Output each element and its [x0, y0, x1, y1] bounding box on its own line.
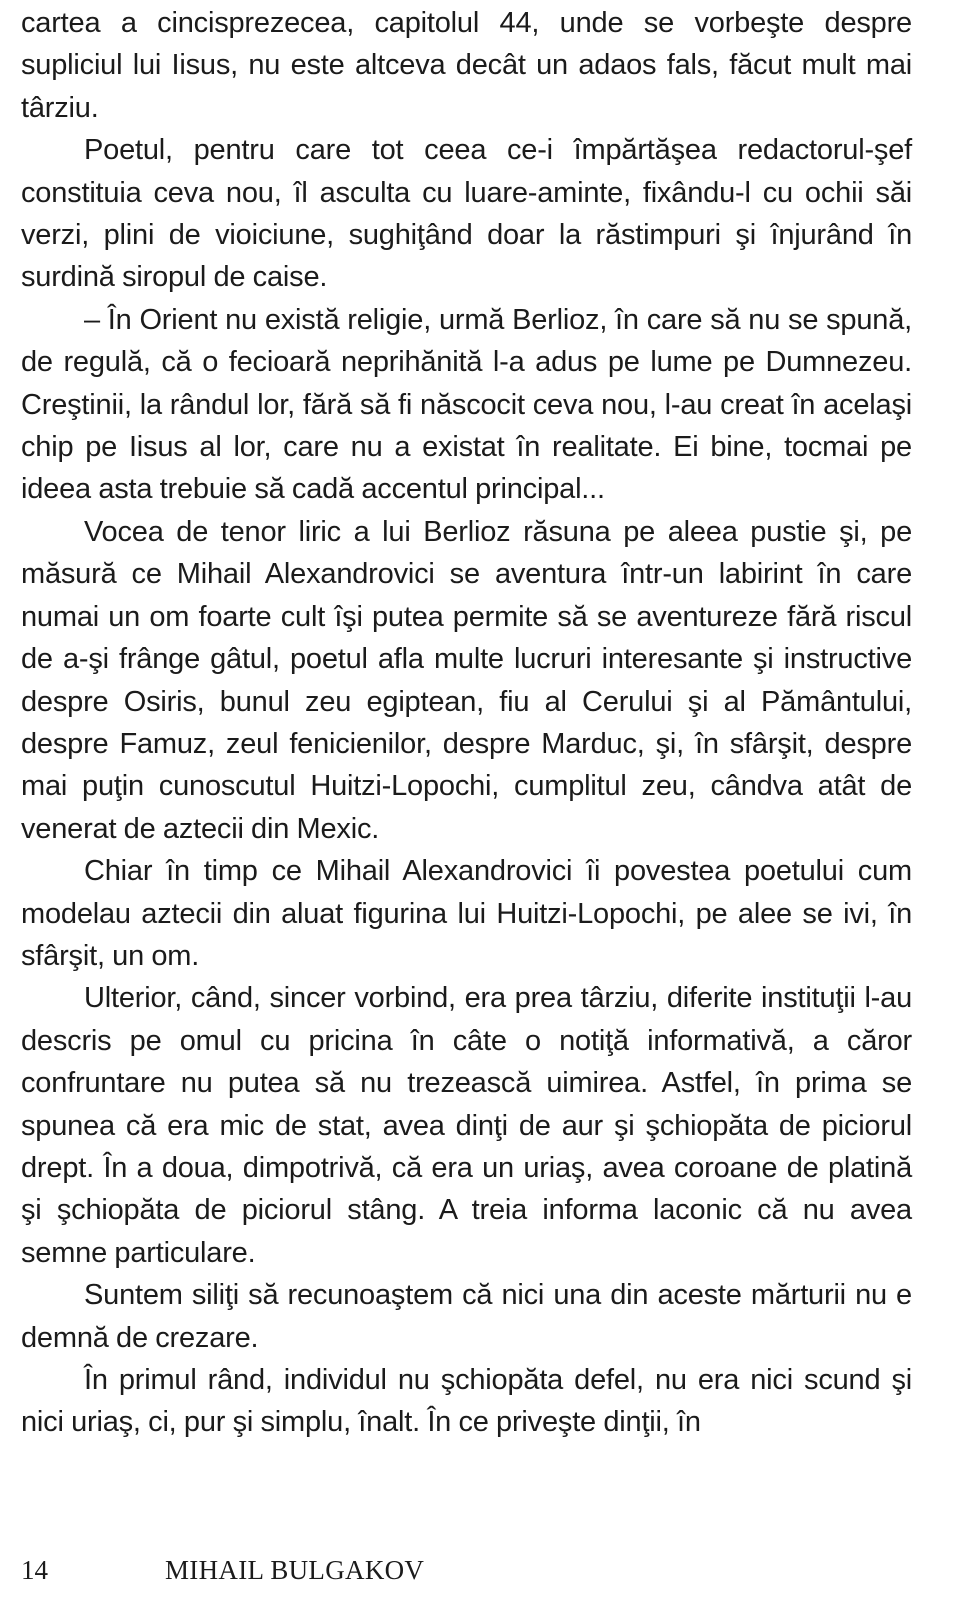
running-head-author: MIHAIL BULGAKOV	[165, 1555, 425, 1585]
page-footer	[21, 1550, 912, 1590]
page-number: 14	[21, 1555, 48, 1585]
paragraph-7: Suntem siliţi să recunoaştem că nici una din aceste mărturii nu e demnă de crezare.	[21, 1279, 912, 1354]
paragraph-5: Chiar în timp ce Mihail Alexandrovici îi povestea poetului cum modelau aztecii din aluat figurina lui Huitzi-Lopochi, pe alee se ivi, în sfârşit, un om.	[21, 855, 912, 972]
paragraph-3: – În Orient nu există religie, urmă Berlioz, în care să nu se spună, de regulă, că o fecioară neprihănită l-a adus pe lume pe Dumnezeu. Creştinii, la rândul lor, fără să fi născocit ceva nou, l-au creat în acelaşi chip pe Iisus al lor, care nu a existat în realitate. Ei bine, tocmai pe ideea asta trebuie să cadă accentul principal...	[21, 303, 912, 506]
paragraph-1: cartea a cincisprezecea, capitolul 44, unde se vorbeşte despre supliciul lui Iisus, nu este altceva decât un adaos fals, făcut mult mai târziu.	[21, 7, 912, 124]
body-text	[21, 2, 912, 1444]
paragraph-4: Vocea de tenor liric a lui Berlioz răsuna pe aleea pustie şi, pe măsură ce Mihail Alexandrovici se aventura într-un labirint în care numai un om foarte cult îşi putea permite să se aventureze fără riscul de a-şi frânge gâtul, poetul afla multe lucruri interesante şi instructive despre Osiris, bunul zeu egiptean, fiu al Cerului şi al Pământului, despre Famuz, zeul fenicienilor, despre Marduc, şi, în sfârşit, despre mai puţin cunoscutul Huitzi-Lopochi, cumplitul zeu, cândva atât de venerat de aztecii din Mexic.	[21, 515, 912, 845]
paragraph-2: Poetul, pentru care tot ceea ce-i împărtăşea redactorul-şef constituia ceva nou, îl asculta cu luare-aminte, fixându-l cu ochii săi verzi, plini de vioiciune, sughiţând doar la răstimpuri şi înjurând în surdină siropul de caise.	[21, 134, 912, 294]
book-page	[21, 0, 912, 1600]
paragraph-6: Ulterior, când, sincer vorbind, era prea târziu, diferite instituţii l-au descris pe omul cu pricina în câte o notiţă informativă, a căror confruntare nu putea să nu trezească uimirea. Astfel, în prima se spunea că era mic de stat, avea dinţi de aur şi şchiopăta de piciorul drept. În a doua, dimpotrivă, că era un uriaş, avea coroane de platină şi şchiopăta de piciorul stâng. A treia informa laconic că nu avea semne particulare.	[21, 982, 912, 1269]
paragraph-8: În primul rând, individul nu şchiopăta defel, nu era nici scund şi nici uriaş, ci, pur şi simplu, înalt. În ce priveşte dinţii, în	[21, 1364, 912, 1439]
